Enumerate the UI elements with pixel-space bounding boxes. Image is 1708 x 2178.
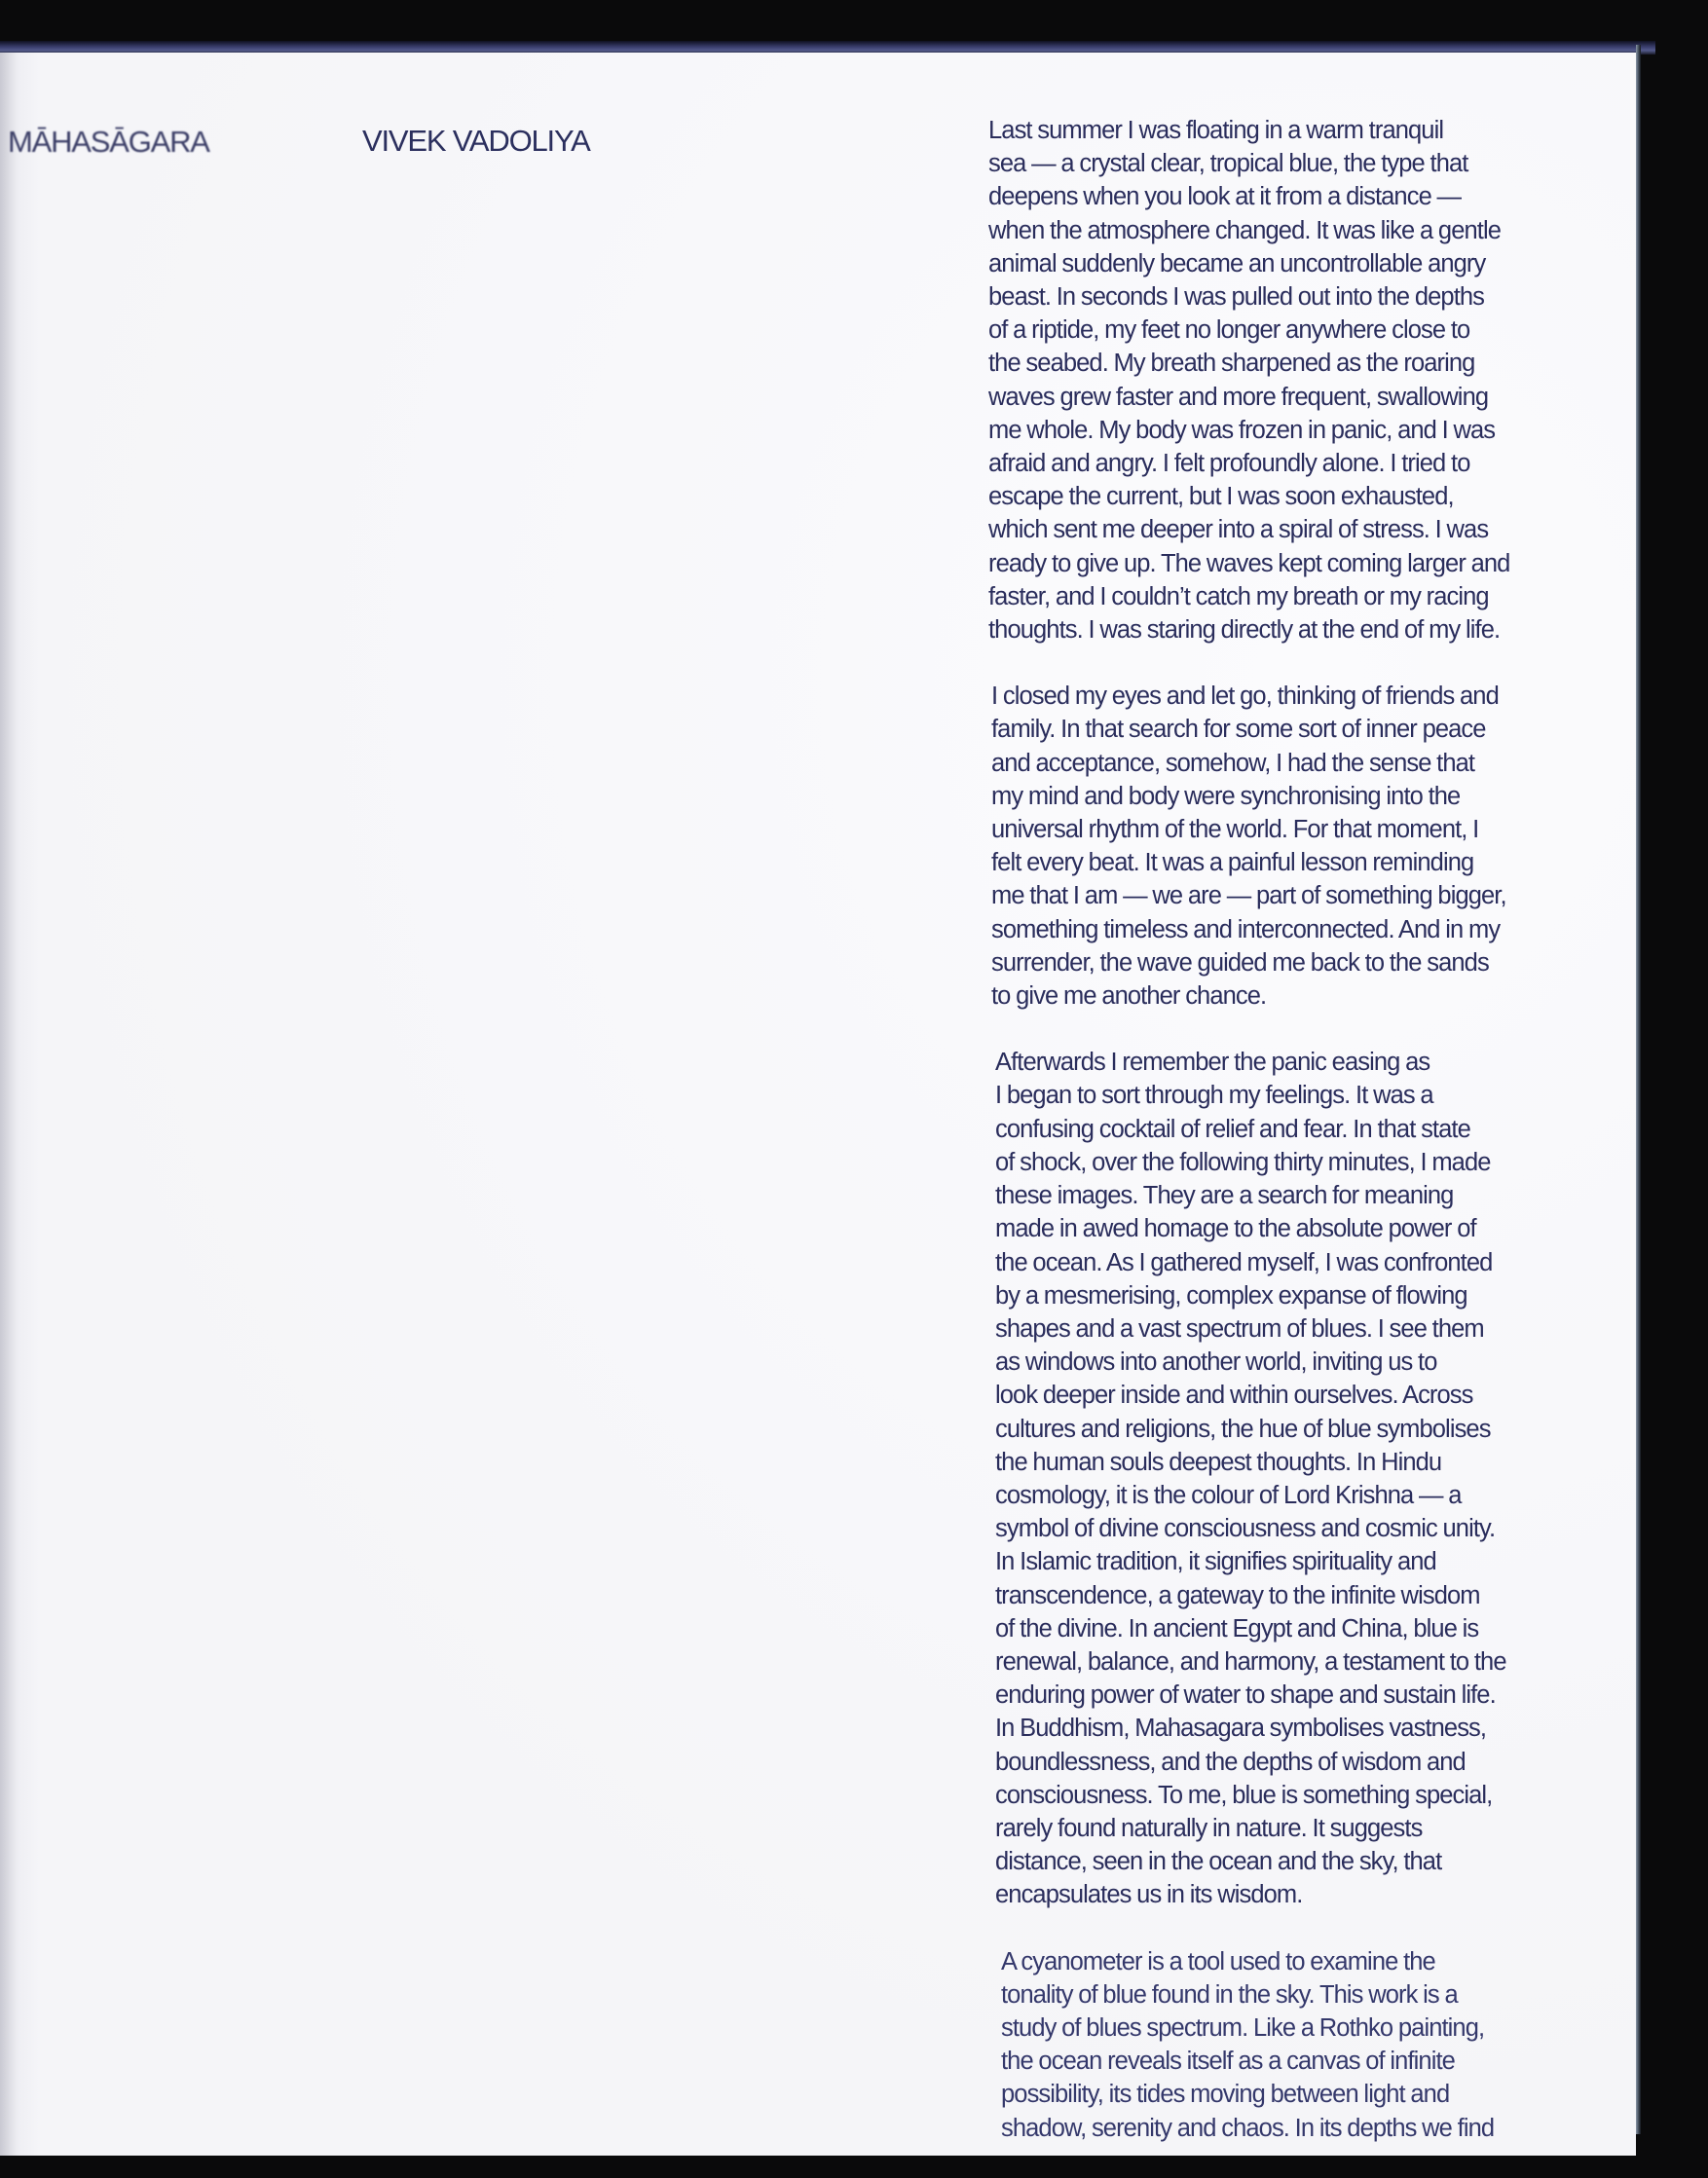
text-line: rarely found naturally in nature. It suggests [995, 1814, 1423, 1842]
text-line: consciousness. To me, blue is something special, [995, 1781, 1493, 1809]
text-line: thoughts. I was staring directly at the end of my life. [988, 616, 1501, 645]
text-line: possibility, its tides moving between light and [1001, 2081, 1450, 2109]
text-line: when the atmosphere changed. It was like a gentle [988, 216, 1502, 244]
text-line: to give me another chance. [991, 982, 1267, 1011]
text-line: Last summer I was floating in a warm tranquil [988, 117, 1444, 144]
text-line: I began to sort through my feelings. It was a [995, 1082, 1433, 1110]
text-line: by a mesmerising, complex expanse of flowing [995, 1281, 1467, 1310]
text-line: transcendence, a gateway to the infinite wisdom [995, 1581, 1480, 1609]
text-line: something timeless and interconnected. And in my [991, 915, 1501, 943]
text-line: afraid and angry. I felt profoundly alone. I tried to [988, 450, 1470, 478]
text-line: the seabed. My breath sharpened as the roaring [988, 350, 1475, 378]
paragraph-3 [995, 1046, 1573, 1911]
text-line: cosmology, it is the colour of Lord Krishna — a [995, 1481, 1462, 1509]
text-line: renewal, balance, and harmony, a testament to the [995, 1647, 1506, 1676]
essay-body [988, 114, 1573, 2178]
text-line: surrender, the wave guided me back to the sands [991, 948, 1489, 977]
text-line: study of blues spectrum. Like a Rothko painting, [1001, 2013, 1485, 2042]
series-title: MĀHASĀGARA [8, 125, 209, 159]
text-line: symbol of divine consciousness and cosmic unity. [995, 1515, 1496, 1543]
text-line: these images. They are a search for meaning [995, 1182, 1454, 1210]
text-line: shadow, serenity and chaos. In its depths we find [1001, 2114, 1495, 2142]
text-line: Afterwards I remember the panic easing as [995, 1049, 1430, 1077]
text-line: sea — a crystal clear, tropical blue, the type that [988, 150, 1468, 178]
text-line: universal rhythm of the world. For that moment, I [991, 816, 1479, 844]
text-line: me that I am — we are — part of something bigger, [991, 882, 1506, 910]
text-line: which sent me deeper into a spiral of stress. I was [988, 516, 1489, 544]
text-line: boundlessness, and the depths of wisdom and [995, 1748, 1466, 1776]
text-line: ready to give up. The waves kept coming larger and [988, 549, 1510, 577]
text-line: In Buddhism, Mahasagara symbolises vastness, [995, 1715, 1487, 1743]
text-line: my mind and body were synchronising into the [991, 782, 1461, 810]
text-line: beast. In seconds I was pulled out into the depths [988, 283, 1485, 312]
text-line: shapes and a vast spectrum of blues. I see them [995, 1314, 1484, 1343]
text-line: of shock, over the following thirty minutes, I made [995, 1148, 1491, 1176]
text-line: look deeper inside and within ourselves. Across [995, 1382, 1473, 1410]
text-line: the human souls deepest thoughts. In Hindu [995, 1448, 1442, 1476]
author-name: VIVEK VADOLIYA [362, 124, 590, 158]
text-line: In Islamic tradition, it signifies spirituality and [995, 1548, 1436, 1576]
text-line: A cyanometer is a tool used to examine the [1001, 1947, 1435, 1975]
text-line: enduring power of water to shape and sustain life. [995, 1681, 1496, 1710]
text-line: escape the current, but I was soon exhausted, [988, 483, 1454, 511]
text-line: deepens when you look at it from a distance — [988, 183, 1462, 211]
text-line: the ocean. As I gathered myself, I was confronted [995, 1248, 1493, 1276]
text-line: and acceptance, somehow, I had the sense that [991, 749, 1475, 777]
paragraph-2 [991, 680, 1573, 1013]
text-line: tonality of blue found in the sky. This work is a [1001, 1980, 1458, 2009]
text-line: faster, and I couldn’t catch my breath or my racing [988, 582, 1489, 610]
text-line: made in awed homage to the absolute power of [995, 1215, 1476, 1243]
text-line: of a riptide, my feet no longer anywhere close to [988, 316, 1470, 345]
text-line: me whole. My body was frozen in panic, and I was [988, 416, 1496, 444]
text-line: animal suddenly became an uncontrollable angry [988, 249, 1486, 277]
text-line: as windows into another world, inviting us to [995, 1348, 1437, 1377]
text-line: distance, seen in the ocean and the sky, that [995, 1848, 1442, 1876]
text-line: the ocean reveals itself as a canvas of infinite [1001, 2048, 1455, 2076]
text-line: felt every beat. It was a painful lesson reminding [991, 849, 1474, 877]
text-line: of the divine. In ancient Egypt and China, blue is [995, 1614, 1479, 1643]
page-right-edge [1636, 45, 1641, 2134]
paragraph-4 [1001, 1945, 1573, 2145]
text-line: family. In that search for some sort of inner peace [991, 716, 1486, 744]
text-line: cultures and religions, the hue of blue symbolises [995, 1415, 1491, 1443]
text-line: waves grew faster and more frequent, swallowing [988, 383, 1489, 411]
paragraph-1 [988, 114, 1573, 646]
text-line: encapsulates us in its wisdom. [995, 1881, 1303, 1909]
text-line: confusing cocktail of relief and fear. In that state [995, 1115, 1470, 1143]
text-line: I closed my eyes and let go, thinking of friends and [991, 683, 1499, 711]
